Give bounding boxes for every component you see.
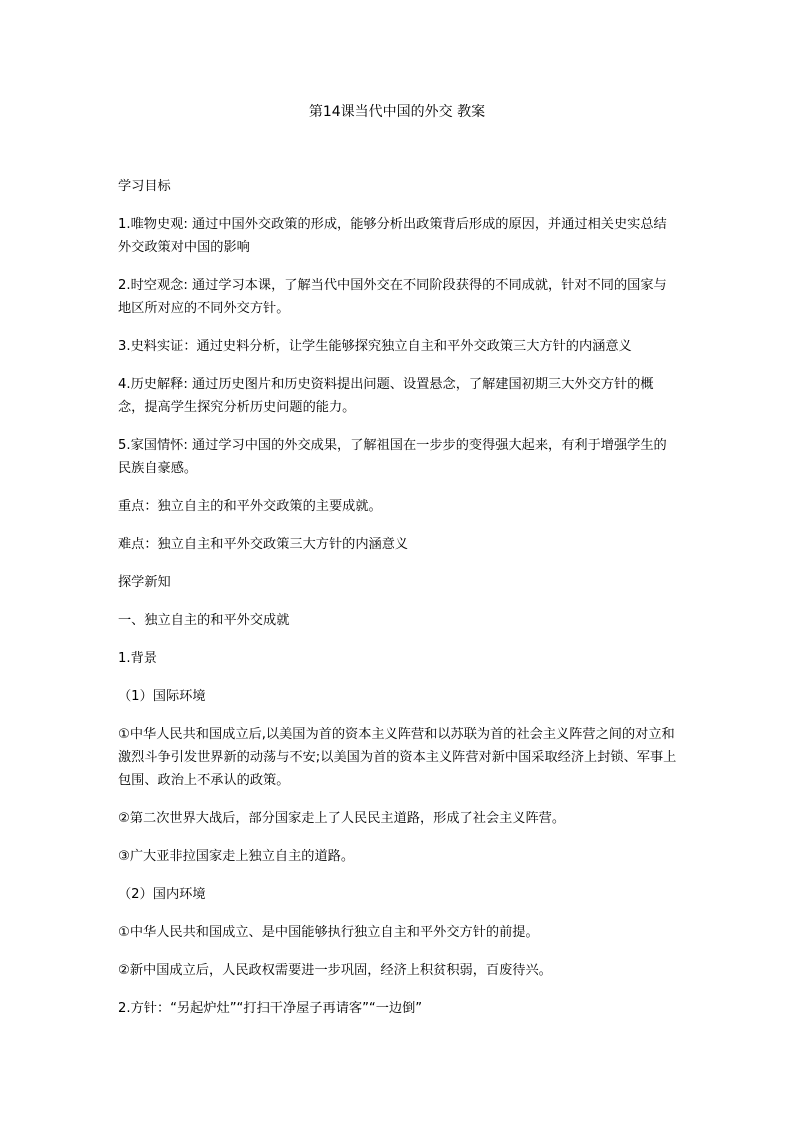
objective-5: 5.家国情怀: 通过学习中国的外交成果，了解祖国在一步步的变得强大起来，有利于增强学生的民族自豪感。 [118,438,667,476]
international-point-2: ②第二次世界大战后，部分国家走上了人民民主道路，形成了社会主义阵营。 [118,811,566,826]
document-title: 第14课当代中国的外交 教案 [308,104,486,120]
key-point: 重点：独立自主的和平外交政策的主要成就。 [118,499,382,514]
domestic-point-1: ①中华人民共和国成立、是中国能够执行独立自主和平外交方针的前提。 [118,925,539,940]
international-point-3: ③广大亚非拉国家走上独立自主的道路。 [118,849,355,864]
subheading-domestic-environment: （2）国内环境 [118,887,206,902]
section-heading-objectives: 学习目标 [118,179,171,194]
policy-guidelines: 2.方针：“另起炉灶”“打扫干净屋子再请客”“一边倒” [118,1001,423,1016]
objective-2: 2.时空观念: 通过学习本课，了解当代中国外交在不同阶段获得的不同成就，针对不同的国家与地区所对应的不同外交方针。 [118,278,667,316]
subheading-international-environment: （1）国际环境 [118,689,206,704]
domestic-point-2: ②新中国成立后，人民政权需要进一步巩固，经济上积贫积弱，百废待兴。 [118,963,552,978]
objective-1: 1.唯物史观: 通过中国外交政策的形成，能够分析出政策背后形成的原因，并通过相关史实总结外交政策对中国的影响 [118,217,667,255]
objective-4: 4.历史解释: 通过历史图片和历史资料提出问题、设置悬念，了解建国初期三大外交方针的概念，提高学生探究分析历史问题的能力。 [118,377,654,415]
document-body [118,175,678,1035]
difficult-point: 难点：独立自主和平外交政策三大方针的内涵意义 [118,537,409,552]
section-heading-new-knowledge: 探学新知 [118,575,171,590]
objective-3: 3.史料实证：通过史料分析，让学生能够探究独立自主和平外交政策三大方针的内涵意义 [118,339,632,354]
section-heading-achievements: 一、独立自主的和平外交成就 [118,613,290,628]
subheading-background: 1.背景 [118,651,157,666]
international-point-1: ①中华人民共和国成立后,以美国为首的资本主义阵营和以苏联为首的社会主义阵营之间的对立和激烈斗争引发世界新的动荡与不安;以美国为首的资本主义阵营对新中国采取经济上封锁、军事上包围、政治上不承认的政策。 [118,727,677,788]
